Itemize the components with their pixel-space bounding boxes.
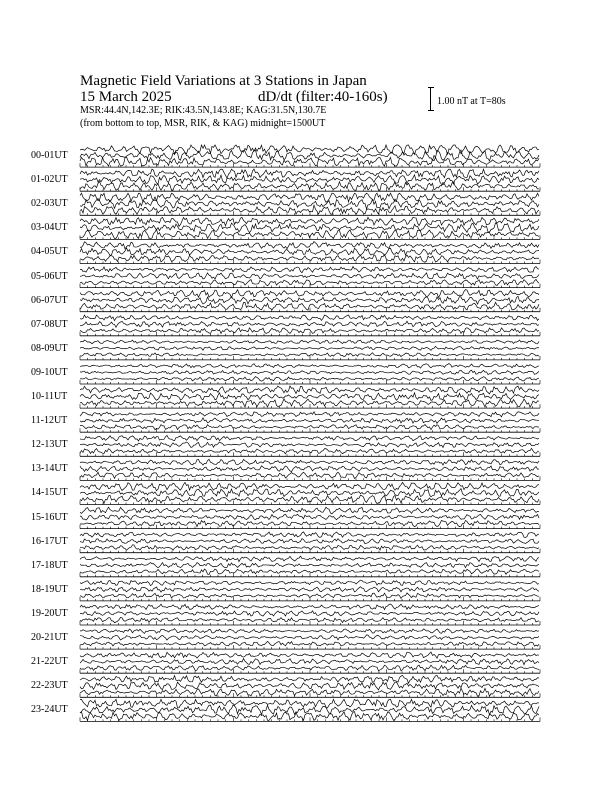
- trace-msr: [80, 495, 539, 503]
- trace-kag: [80, 340, 539, 344]
- trace-kag: [80, 290, 539, 298]
- trace-rik: [80, 273, 539, 279]
- station-order-note: (from bottom to top, MSR, RIK, & KAG) midnight=1500UT: [80, 118, 326, 129]
- trace-kag: [80, 482, 539, 490]
- trace-rik: [80, 296, 539, 304]
- trace-rik: [80, 199, 539, 209]
- trace-msr: [80, 425, 539, 430]
- trace-msr: [80, 665, 539, 671]
- trace-rik: [80, 635, 539, 640]
- trace-kag: [80, 315, 539, 321]
- trace-msr: [80, 302, 539, 310]
- trace-kag: [80, 217, 539, 226]
- row-axis: [80, 645, 540, 649]
- trace-msr: [80, 205, 539, 214]
- row-label: 21-22UT: [31, 656, 68, 668]
- trace-rik: [80, 346, 539, 350]
- trace-msr: [80, 593, 539, 598]
- row-axis: [80, 621, 540, 625]
- trace-kag: [80, 507, 539, 514]
- filter-label: dD/dt (filter:40-160s): [258, 89, 388, 105]
- trace-msr: [80, 279, 539, 285]
- row-label: 22-23UT: [31, 680, 68, 692]
- trace-kag: [80, 556, 539, 561]
- trace-rik: [80, 248, 539, 256]
- date-label: 15 March 2025: [80, 89, 172, 105]
- trace-msr: [80, 448, 539, 454]
- row-label: 19-20UT: [31, 607, 68, 619]
- trace-rik: [80, 489, 539, 497]
- trace-kag: [80, 629, 539, 634]
- trace-kag: [80, 675, 539, 683]
- trace-rik: [80, 466, 539, 472]
- row-label: 12-13UT: [31, 439, 68, 451]
- trace-kag: [80, 652, 539, 658]
- row-axis: [80, 717, 540, 721]
- trace-msr: [80, 712, 539, 721]
- trace-kag: [80, 242, 539, 249]
- trace-rik: [80, 705, 539, 715]
- trace-rik: [80, 611, 539, 616]
- trace-msr: [80, 545, 539, 550]
- row-label: 09-10UT: [31, 366, 68, 378]
- row-label: 20-21UT: [31, 632, 68, 644]
- trace-rik: [80, 514, 539, 520]
- row-axis: [80, 308, 540, 312]
- trace-kag: [80, 459, 539, 465]
- row-label: 02-03UT: [31, 198, 68, 210]
- trace-kag: [80, 532, 539, 538]
- trace-rik: [80, 539, 539, 544]
- trace-rik: [80, 370, 539, 374]
- trace-kag: [80, 364, 539, 369]
- trace-kag: [80, 435, 539, 441]
- row-label: 04-05UT: [31, 246, 68, 258]
- trace-msr: [80, 377, 539, 381]
- trace-rik: [80, 682, 539, 690]
- row-label: 23-24UT: [31, 704, 68, 716]
- row-label: 08-09UT: [31, 342, 68, 354]
- row-label: 10-11UT: [31, 391, 68, 403]
- row-axis: [80, 428, 540, 432]
- trace-kag: [80, 267, 539, 273]
- row-label: 01-02UT: [31, 174, 68, 186]
- station-coordinates: MSR:44.4N,142.3E; RIK:43.5N,143.8E; KAG:31.5N,130.7E: [80, 105, 327, 116]
- trace-rik: [80, 587, 539, 592]
- trace-rik: [80, 659, 539, 665]
- trace-kag: [80, 386, 539, 394]
- trace-msr: [80, 472, 539, 478]
- row-label: 17-18UT: [31, 559, 68, 571]
- row-label: 18-19UT: [31, 583, 68, 595]
- trace-kag: [80, 699, 539, 708]
- row-label: 15-16UT: [31, 511, 68, 523]
- trace-msr: [80, 520, 539, 526]
- trace-kag: [80, 145, 539, 154]
- row-label: 16-17UT: [31, 535, 68, 547]
- row-label: 03-04UT: [31, 222, 68, 234]
- trace-msr: [80, 182, 539, 191]
- trace-kag: [80, 580, 539, 586]
- row-label: 05-06UT: [31, 270, 68, 282]
- trace-msr: [80, 328, 539, 334]
- trace-rik: [80, 321, 539, 327]
- row-label: 00-01UT: [31, 150, 68, 162]
- trace-rik: [80, 175, 539, 185]
- row-label: 14-15UT: [31, 487, 68, 499]
- trace-msr: [80, 353, 539, 357]
- trace-msr: [80, 641, 539, 646]
- row-axis: [80, 163, 540, 167]
- trace-msr: [80, 618, 539, 623]
- trace-msr: [80, 229, 539, 238]
- row-label: 11-12UT: [31, 415, 68, 427]
- scale-label: 1.00 nT at T=80s: [437, 96, 506, 107]
- trace-msr: [80, 569, 539, 575]
- chart-title: Magnetic Field Variations at 3 Stations in Japan: [80, 73, 367, 89]
- row-axis: [80, 549, 540, 553]
- trace-rik: [80, 563, 539, 568]
- row-axis: [80, 669, 540, 673]
- trace-kag: [80, 604, 539, 610]
- trace-rik: [80, 223, 539, 233]
- trace-msr: [80, 157, 539, 166]
- trace-msr: [80, 399, 539, 407]
- row-axis: [80, 380, 540, 384]
- trace-rik: [80, 442, 539, 447]
- row-label: 13-14UT: [31, 463, 68, 475]
- trace-kag: [80, 193, 539, 202]
- trace-kag: [80, 169, 539, 178]
- trace-kag: [80, 412, 539, 417]
- trace-rik: [80, 418, 539, 424]
- trace-msr: [80, 255, 539, 263]
- row-label: 06-07UT: [31, 294, 68, 306]
- row-axis: [80, 452, 540, 456]
- row-label: 07-08UT: [31, 318, 68, 330]
- trace-rik: [80, 393, 539, 401]
